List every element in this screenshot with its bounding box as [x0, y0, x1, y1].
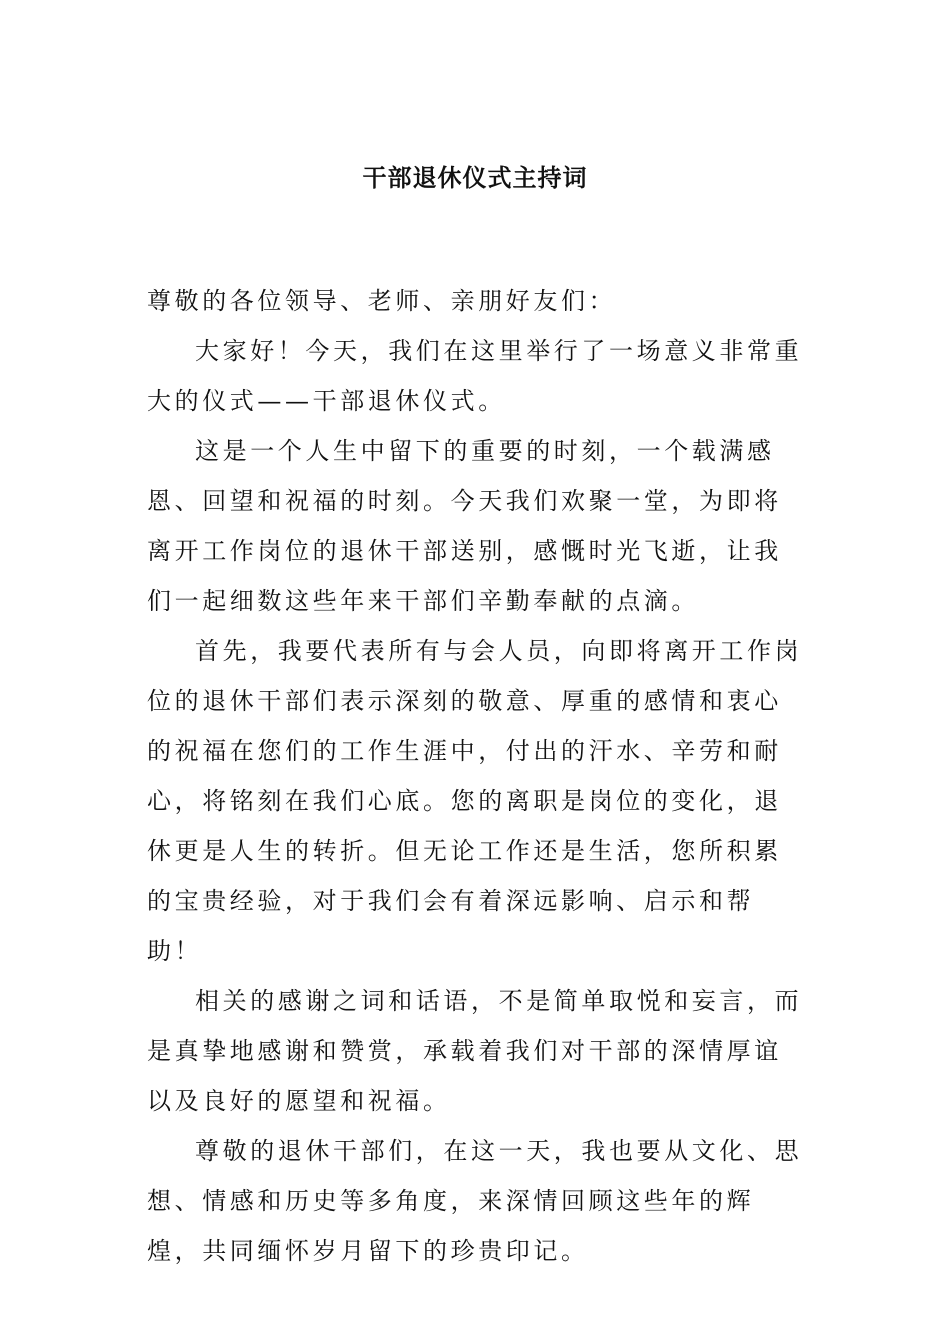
document-title: 干部退休仪式主持词 — [362, 163, 588, 192]
document-body — [147, 276, 807, 1276]
paragraph-opening: 大家好！今天，我们在这里举行了一场意义非常重大的仪式——干部退休仪式。 — [147, 337, 803, 415]
paragraph-review: 尊敬的退休干部们，在这一天，我也要从文化、思想、情感和历史等多角度，来深情回顾这些年的辉煌，共同缅怀岁月留下的珍贵印记。 — [147, 1137, 803, 1265]
paragraph-thanks: 相关的感谢之词和话语，不是简单取悦和妄言，而是真挚地感谢和赞赏，承载着我们对干部的深情厚谊以及良好的愿望和祝福。 — [147, 987, 803, 1115]
salutation: 尊敬的各位领导、老师、亲朋好友们： — [147, 287, 617, 315]
paragraph-moment: 这是一个人生中留下的重要的时刻，一个载满感恩、回望和祝福的时刻。今天我们欢聚一堂，为即将离开工作岗位的退休干部送别，感慨时光飞逝，让我们一起细数这些年来干部们辛勤奉献的点滴。 — [147, 437, 782, 615]
paragraph-tribute: 首先，我要代表所有与会人员，向即将离开工作岗位的退休干部们表示深刻的敬意、厚重的感情和衷心的祝福在您们的工作生涯中，付出的汗水、辛劳和耐心，将铭刻在我们心底。您的离职是岗位的变化，退休更是人生的转折。但无论工作还是生活，您所积累的宝贵经验，对于我们会有着深远影响、启示和帮助！ — [147, 637, 803, 965]
